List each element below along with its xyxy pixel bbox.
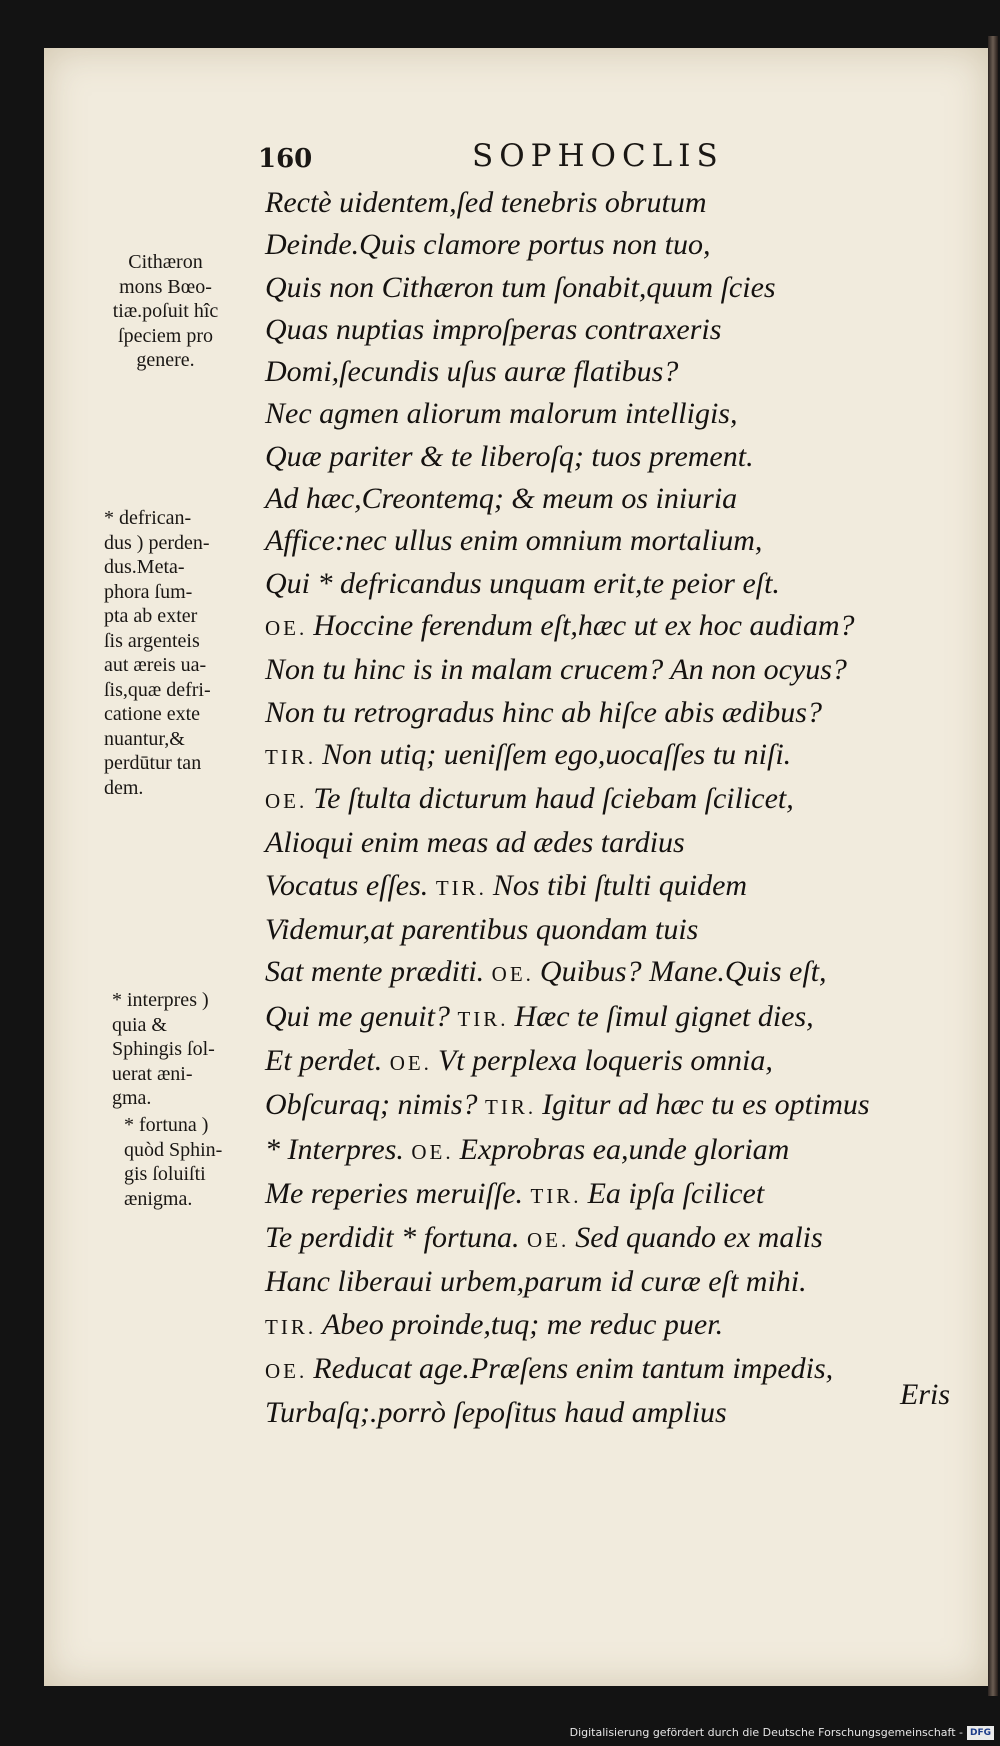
credit-text: Digitalisierung gefördert durch die Deutsche Forschungsgemeinschaft -	[569, 1726, 963, 1739]
verse-text-segment: Quibus? Mane.Quis eſt,	[539, 955, 827, 989]
verse-text-segment: Quis non Cithæron tum ſonabit,quum ſcies	[265, 270, 776, 304]
verse-line	[265, 951, 965, 995]
verse-text-segment: Qui me genuit?	[265, 999, 450, 1033]
verse-text-segment: Non utiq; ueniſſem ego,uocaſſes tu niſi.	[322, 737, 792, 771]
verse-line	[265, 224, 965, 266]
note-line: * defrican-	[104, 507, 192, 529]
note-line: ſis argenteis	[104, 629, 200, 652]
verse-text-segment: Obſcuraq; nimis?	[265, 1088, 478, 1122]
verse-text-segment: Hoccine ferendum eſt,hæc ut ex hoc audiam?	[313, 608, 855, 642]
verse-text-segment: Reducat age.Præſens enim tantum impedis,	[313, 1352, 834, 1386]
verse-line	[265, 351, 965, 393]
speaker-label: OE.	[389, 1050, 432, 1075]
verse-line	[265, 436, 965, 478]
speaker-label: TIR.	[435, 875, 487, 900]
verse-text-segment: Non tu hinc is in malam crucem? An non ocyus?	[265, 653, 847, 687]
verse-line	[265, 1261, 965, 1303]
speaker-label: OE.	[265, 789, 308, 814]
note-cithaeron	[98, 250, 233, 373]
verse-text-segment: Vt perplexa loqueris omnia,	[437, 1043, 773, 1077]
note-line: ſis,quæ defri-	[104, 678, 211, 701]
note-line: * fortuna )	[124, 1114, 209, 1136]
verse-line	[265, 909, 965, 951]
verse-text-segment: Quas nuptias improſperas contraxeris	[265, 312, 722, 346]
note-line: quòd Sphin-	[124, 1138, 223, 1161]
verse-line	[265, 734, 965, 778]
catchword: Eris	[900, 1378, 951, 1411]
verse-text-segment: Exprobras ea,unde gloriam	[459, 1132, 790, 1166]
verse-text-segment: Ea ipſa ſcilicet	[587, 1176, 765, 1210]
note-defricandus	[104, 506, 254, 800]
verse-text-segment: Te perdidit * fortuna.	[265, 1221, 520, 1255]
verse-text-segment: Deinde.Quis clamore portus non tuo,	[265, 228, 711, 262]
note-line: gma.	[112, 1087, 152, 1109]
note-line: perdūtur tan	[104, 752, 202, 774]
verse-line	[265, 778, 965, 822]
note-line: dus ) perden-	[104, 531, 210, 554]
speaker-label: TIR.	[265, 1314, 317, 1339]
verse-line	[265, 1217, 965, 1261]
verse-text-segment: Domi,ſecundis uſus auræ flatibus?	[265, 355, 679, 389]
verse-text-segment: Abeo proinde,tuq; me reduc puer.	[322, 1307, 724, 1341]
speaker-label: OE.	[526, 1228, 570, 1253]
verse-line	[265, 692, 965, 734]
verse-line	[265, 563, 965, 605]
verse-text-segment: Non tu retrogradus hinc ab hiſce abis ædibus?	[265, 695, 822, 729]
note-line: nuantur,&	[104, 727, 185, 750]
note-line: quia &	[112, 1013, 167, 1036]
verse-text-segment: Nec agmen aliorum malorum intelligis,	[265, 397, 738, 431]
running-title: SOPHOCLIS	[472, 138, 724, 174]
verse-line	[265, 478, 965, 520]
verse-text-segment: Affice:nec ullus enim omnium mortalium,	[265, 524, 763, 558]
note-line: dem.	[104, 776, 144, 799]
page-number: 160	[258, 144, 313, 174]
verse-text-segment: Nos tibi ſtulti quidem	[492, 868, 748, 902]
note-line: * interpres )	[112, 989, 209, 1011]
speaker-label: OE.	[411, 1139, 454, 1164]
digitization-credit	[570, 1726, 994, 1740]
note-line: gis ſoluiſti	[124, 1163, 206, 1185]
note-interpres	[112, 988, 262, 1111]
note-line: tiæ.poſuit hîc	[112, 300, 219, 322]
verse-line	[265, 520, 965, 562]
verse-text	[265, 182, 965, 1435]
note-line: ænigma.	[124, 1187, 193, 1210]
verse-text-segment: Hæc te ſimul gignet dies,	[514, 999, 814, 1033]
note-line: uerat æni-	[112, 1062, 193, 1085]
verse-text-segment: Igitur ad hæc tu es optimus	[542, 1088, 870, 1122]
note-line: aut æreis ua-	[104, 654, 207, 676]
verse-line	[265, 182, 965, 224]
speaker-label: TIR.	[530, 1183, 582, 1208]
verse-line	[265, 267, 965, 309]
verse-line	[265, 393, 965, 435]
verse-line	[265, 1304, 965, 1348]
verse-line	[265, 605, 965, 649]
verse-line	[265, 309, 965, 351]
dfg-logo: DFG	[967, 1726, 994, 1740]
verse-text-segment: Vocatus eſſes.	[265, 868, 429, 902]
note-line: Cithæron	[128, 251, 203, 273]
note-line: pta ab exter	[104, 605, 198, 627]
verse-text-segment: Turbaſq;.porrò ſepoſitus haud amplius	[265, 1396, 727, 1430]
note-fortuna	[124, 1113, 274, 1211]
note-line: genere.	[136, 349, 195, 371]
verse-line	[265, 822, 965, 864]
page-header	[258, 138, 798, 178]
note-line: mons Bœo-	[119, 275, 212, 298]
verse-text-segment: Hanc liberaui urbem,parum id curæ eſt mihi.	[265, 1265, 807, 1299]
verse-text-segment: Sat mente præditi.	[265, 955, 485, 989]
verse-text-segment: Videmur,at parentibus quondam tuis	[265, 913, 699, 947]
verse-text-segment: Te ſtulta dicturum haud ſciebam ſcilicet,	[313, 782, 794, 816]
speaker-label: TIR.	[457, 1006, 509, 1031]
verse-line	[265, 649, 965, 691]
speaker-label: OE.	[265, 1359, 308, 1384]
note-line: catione exte	[104, 703, 201, 725]
verse-line	[265, 1392, 965, 1434]
book-edge	[988, 36, 998, 1696]
note-line: phora ſum-	[104, 580, 193, 603]
verse-line	[265, 1348, 965, 1392]
verse-text-segment: Qui * defricandus unquam erit,te peior eſt.	[265, 566, 780, 600]
verse-line	[265, 1173, 965, 1217]
verse-line	[265, 996, 965, 1040]
note-line: dus.Meta-	[104, 556, 185, 578]
speaker-label: OE.	[491, 962, 534, 987]
verse-text-segment: Rectè uidentem,ſed tenebris obrutum	[265, 186, 707, 219]
verse-text-segment: Quæ pariter & te liberoſq; tuos prement.	[265, 439, 754, 473]
verse-line	[265, 865, 965, 909]
speaker-label: TIR.	[265, 744, 317, 769]
verse-line	[265, 1084, 965, 1128]
verse-text-segment: Sed quando ex malis	[575, 1221, 823, 1255]
note-line: ſpeciem pro	[118, 324, 213, 347]
speaker-label: OE.	[265, 615, 308, 640]
verse-text-segment: Alioqui enim meas ad ædes tardius	[265, 826, 685, 860]
verse-line	[265, 1129, 965, 1173]
note-line: Sphingis ſol-	[112, 1038, 215, 1060]
verse-line	[265, 1040, 965, 1084]
verse-text-segment: Ad hæc,Creontemq; & meum os iniuria	[265, 482, 738, 516]
speaker-label: TIR.	[485, 1095, 537, 1120]
verse-text-segment: Me reperies meruiſſe.	[265, 1176, 523, 1210]
verse-text-segment: Et perdet.	[265, 1043, 383, 1077]
verse-text-segment: * Interpres.	[265, 1132, 404, 1166]
